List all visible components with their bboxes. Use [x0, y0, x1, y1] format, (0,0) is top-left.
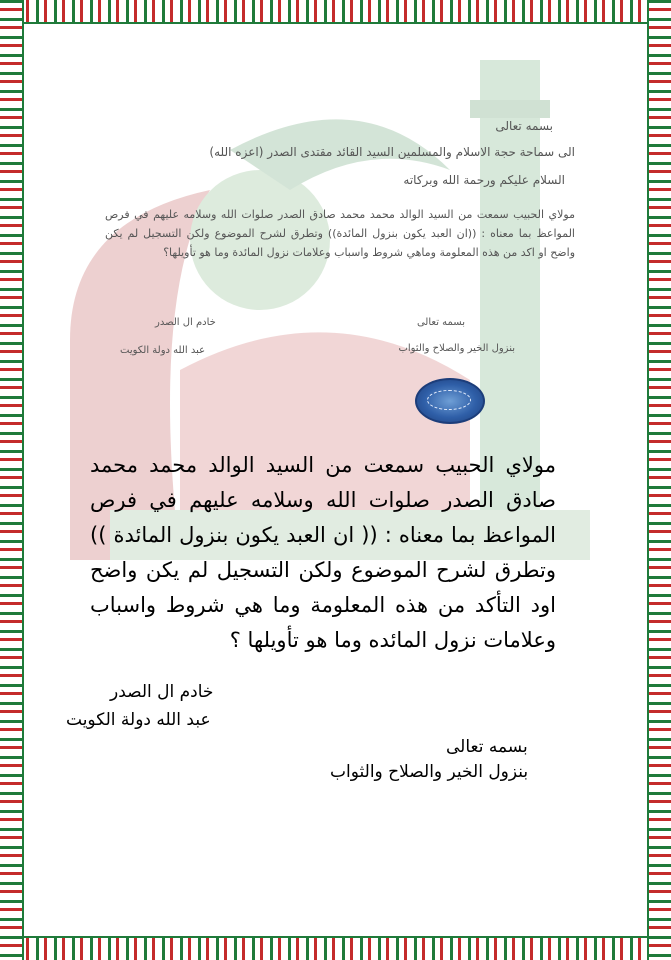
sender-name: عبد الله دولة الكويت — [66, 710, 211, 730]
scan-reply-title: بسمه تعالى — [416, 317, 465, 328]
scan-body: مولاي الحبيب سمعت من السيد الوالد محمد محمد صادق الصدر صلوات الله وسلامه عليهم في فرص المواعظ بما معناه : ((ان العبد يكون بنزول المائدة)) وتطرق لشرح الموضوع ولكن التسجيل لم يكن واضح او اكد من هذه المعلومة وماهي شروط واسباب وعلامات نزول المائدة وما هو تأويلها؟ — [105, 208, 575, 259]
decorative-border-top — [0, 0, 671, 24]
letter-body: مولاي الحبيب سمعت من السيد الوالد محمد محمد صادق الصدر صلوات الله وسلامه عليهم في فرص المواعظ بما معناه : (( ان العبد يكون بنزول المائدة )) وتطرق لشرح الموضوع ولكن التسجيل لم يكن واضح اود التأكد من هذه المعلومة وما هي شروط واسباب وعلامات نزول المائده وما هو تأويلها ؟ — [90, 453, 556, 652]
scan-basmala: بسمه تعالى — [495, 119, 553, 133]
reply-title: بسمه تعالى — [446, 737, 528, 757]
scan-reply-body: بنزول الخير والصلاح والثواب — [398, 343, 515, 354]
scan-sender-title: خادم ال الصدر — [155, 317, 216, 328]
sender-title: خادم ال الصدر — [110, 682, 214, 702]
reply-body: بنزول الخير والصلاح والثواب — [330, 762, 529, 782]
decorative-border-right — [647, 0, 671, 960]
scan-addressee: الى سماحة حجة الاسلام والمسلمين السيد القائد مقتدى الصدر (اعزه الله) — [209, 145, 575, 159]
scan-greeting: السلام عليكم ورحمة الله وبركاته — [403, 173, 565, 187]
decorative-border-bottom — [0, 936, 671, 960]
scan-sender-name: عبد الله دولة الكويت — [120, 345, 206, 356]
decorative-border-left — [0, 0, 24, 960]
seal-stamp-icon — [415, 378, 485, 424]
